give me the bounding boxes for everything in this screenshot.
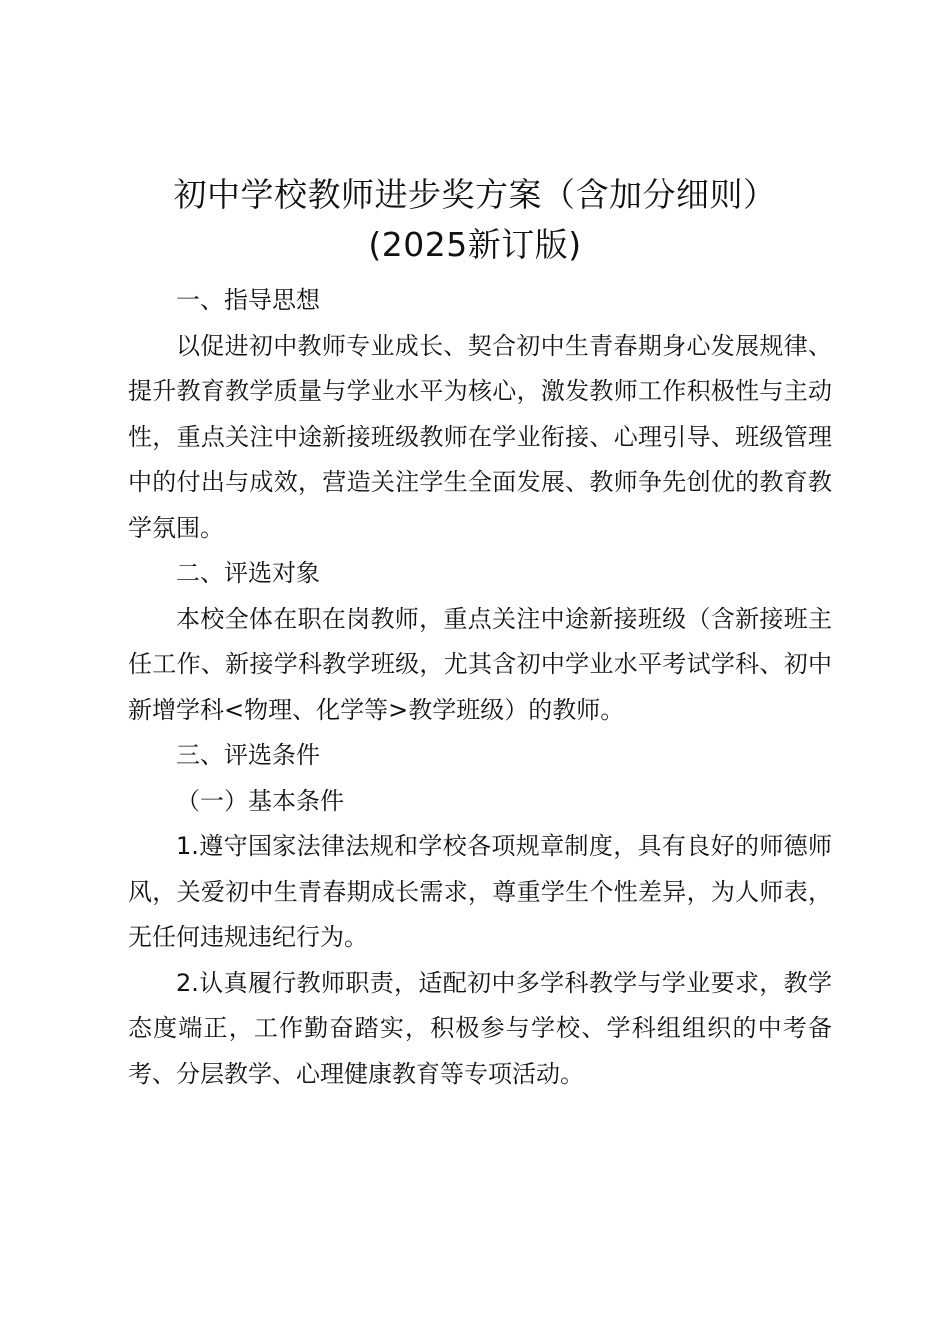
document-title bbox=[0, 170, 950, 270]
section-paragraph-selection-targets: 本校全体在职在岗教师，重点关注中途新接班级（含新接班主任工作、新接学科教学班级，尤其含初中学业水平考试学科、初中新增学科<物理、化学等>教学班级）的教师。 bbox=[128, 604, 832, 724]
section-heading-guiding-ideology: 一、指导思想 bbox=[176, 286, 320, 314]
section-paragraph-guiding-ideology: 以促进初中教师专业成长、契合初中生青春期身心发展规律、提升教育教学质量与学业水平为核心，激发教师工作积极性与主动性，重点关注中途新接班级教师在学业衔接、心理引导、班级管理中的付出与成效，营造关注学生全面发展、教师争先创优的教育教学氛围。 bbox=[128, 331, 832, 542]
document-body bbox=[128, 278, 832, 1097]
title-line-2: (2025新订版) bbox=[368, 225, 582, 264]
condition-item-2: 2.认真履行教师职责，适配初中多学科教学与学业要求，教学态度端正，工作勤奋踏实，积极参与学校、学科组组织的中考备考、分层教学、心理健康教育等专项活动。 bbox=[128, 968, 832, 1088]
subsection-heading-basic-conditions: （一）基本条件 bbox=[176, 786, 344, 815]
title-line-1: 初中学校教师进步奖方案（含加分细则） bbox=[173, 175, 777, 214]
section-heading-selection-targets: 二、评选对象 bbox=[176, 559, 320, 587]
condition-item-1: 1.遵守国家法律法规和学校各项规章制度，具有良好的师德师风，关爱初中生青春期成长需求，尊重学生个性差异，为人师表，无任何违规违纪行为。 bbox=[128, 832, 832, 951]
section-heading-selection-conditions: 三、评选条件 bbox=[176, 741, 320, 769]
